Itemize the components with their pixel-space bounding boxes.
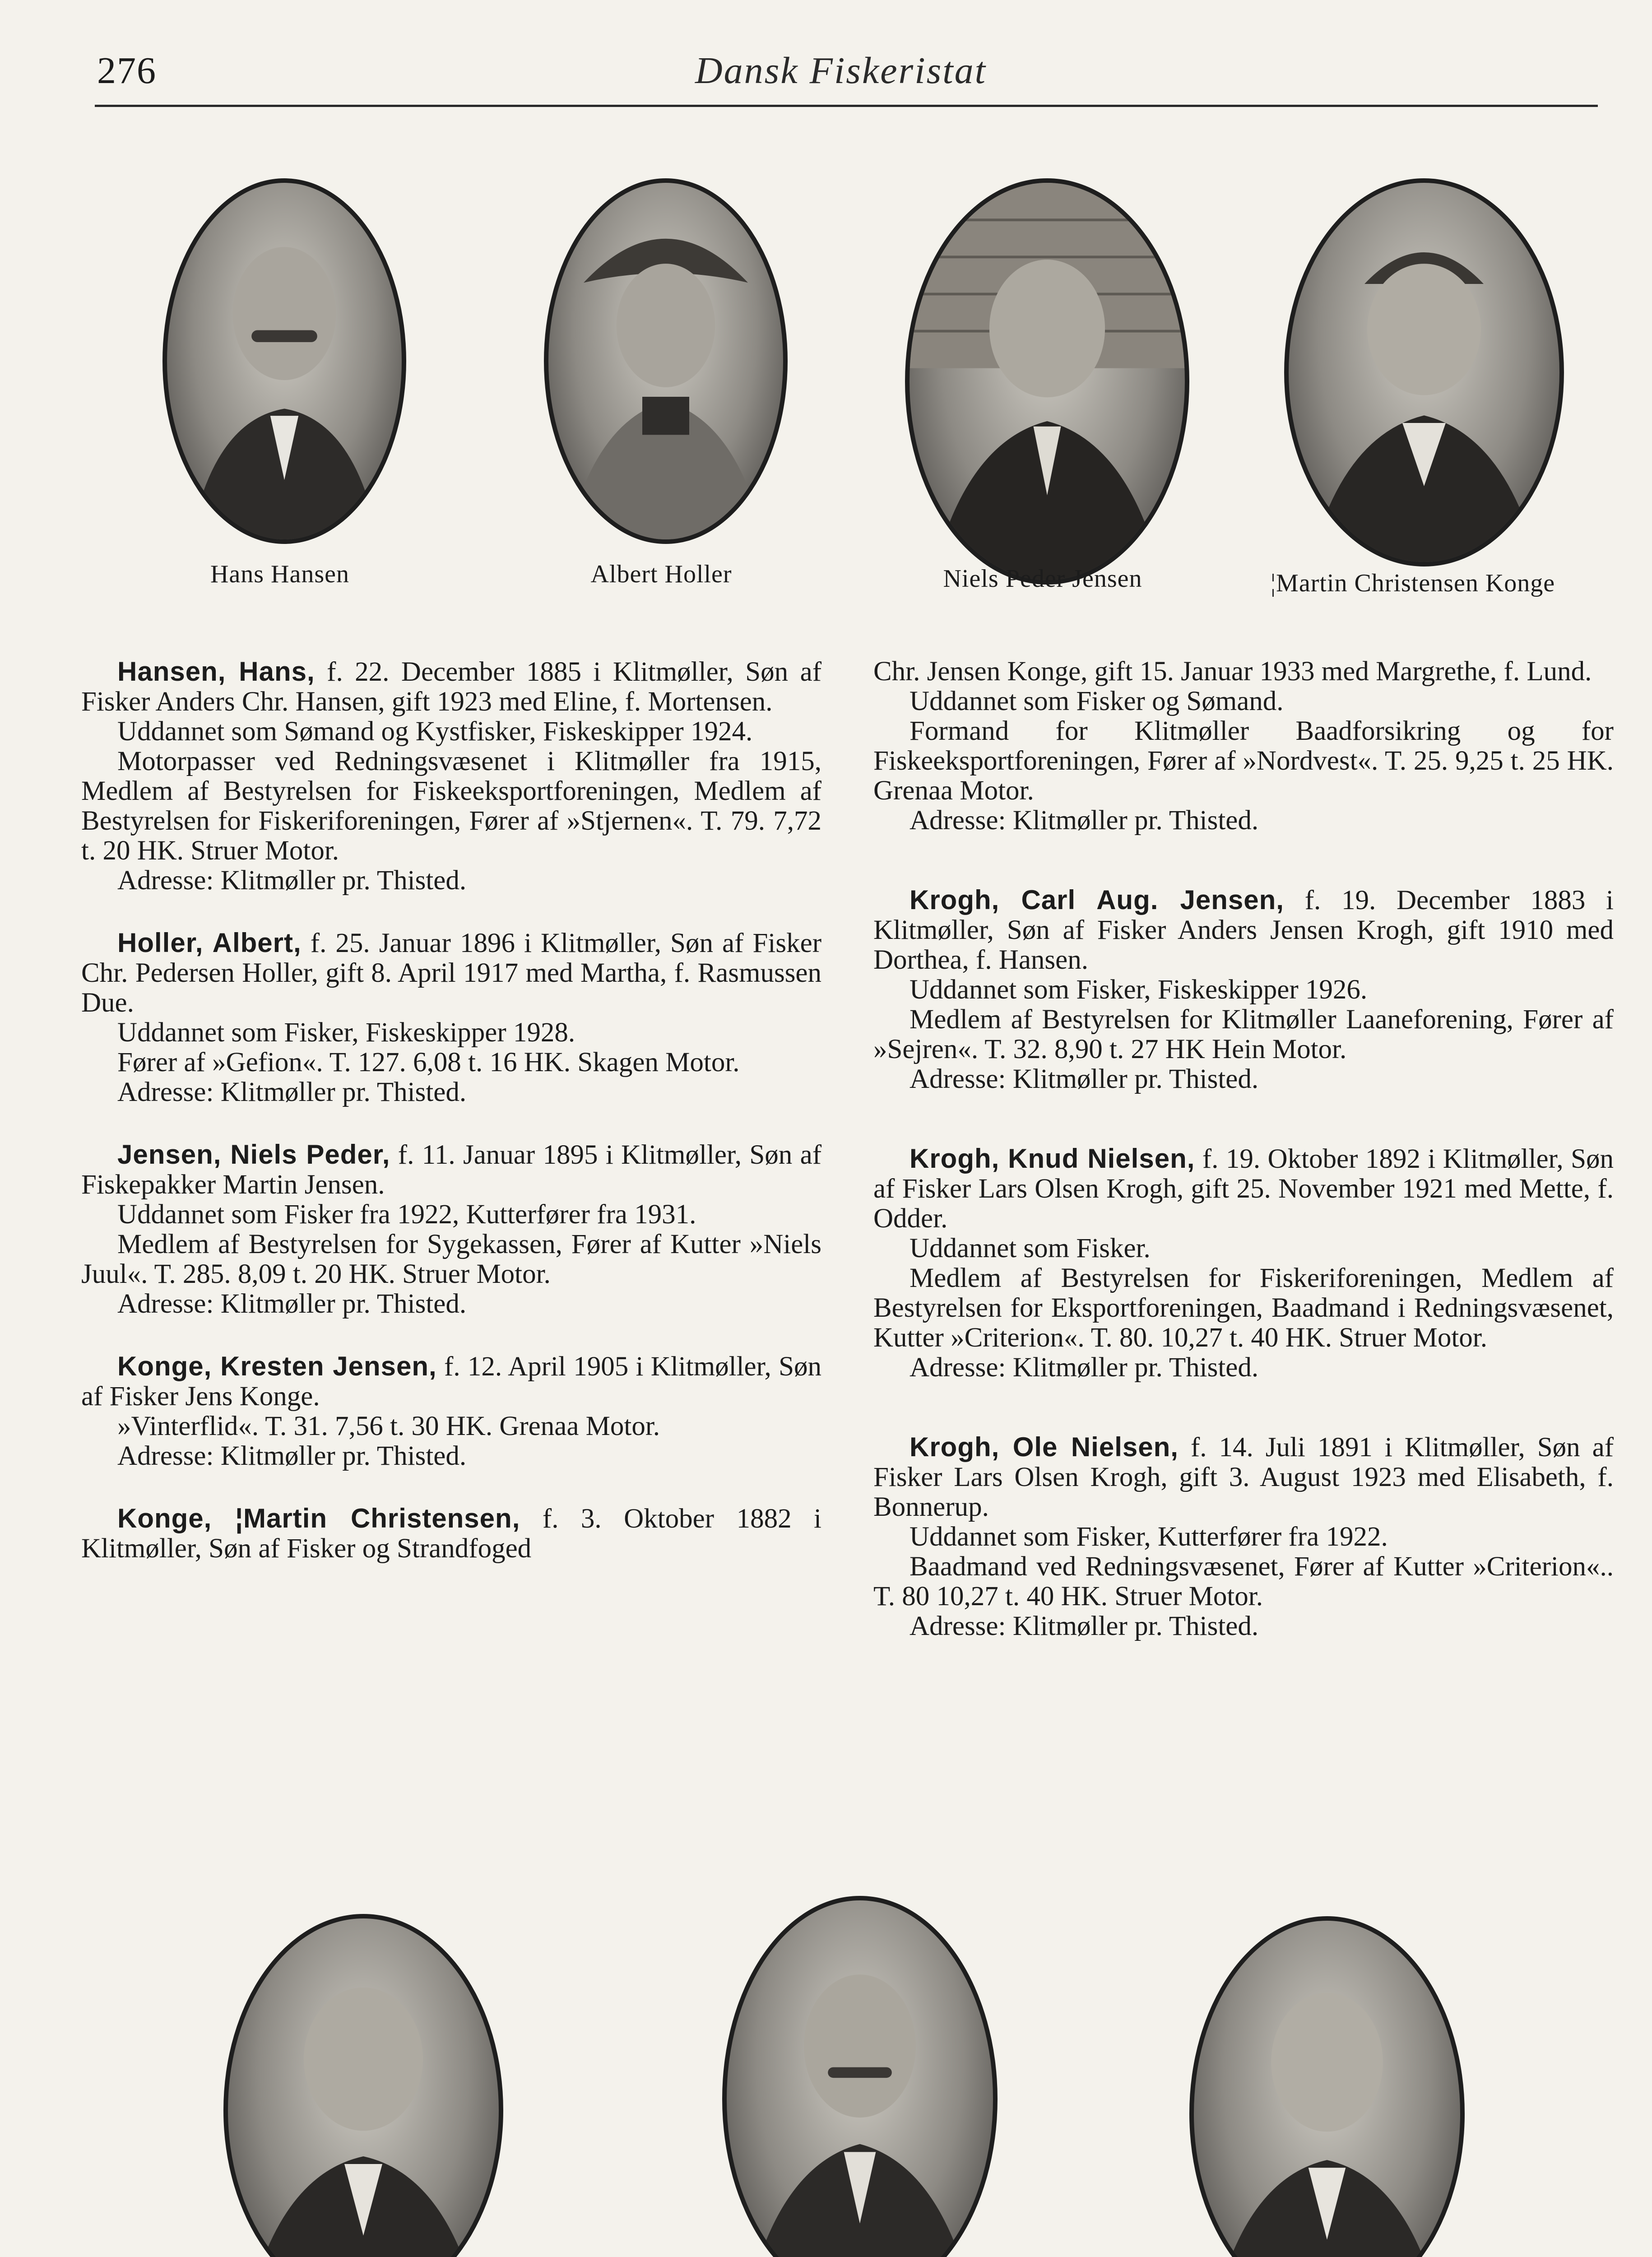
entry-text: Uddannet som Fisker. (910, 1233, 1151, 1263)
entry-text: Uddannet som Fisker, Fiskeskipper 1926. (910, 975, 1368, 1005)
portrait-martin-christensen-konge (1284, 178, 1564, 567)
portrait-carl-aug-jensen-krogh (223, 1914, 503, 2257)
entry-address: Adresse: Klitmøller pr. Thisted. (910, 1611, 1259, 1641)
entry-text: f. 11. Januar 1895 i Klitmøller, Søn af Fiskepakker Martin Jensen. (81, 1140, 822, 1200)
entry-text: Medlem af Bestyrelsen for Klitmøller Laaneforening, Fører af »Sejren«. T. 32. 8,90 t. 27 HK Hein Motor. (873, 1004, 1614, 1064)
entry-name: Krogh, Knud Nielsen, (910, 1143, 1195, 1174)
entry-text: Uddannet som Fisker og Sømand. (910, 686, 1284, 716)
entry-hansen-hans (81, 657, 821, 896)
entry-krogh-knud-nielsen (873, 1144, 1614, 1383)
entry-konge-martin-continued (873, 657, 1614, 836)
portrait-knud-nielsen-krogh (722, 1896, 998, 2257)
entry-name: Konge, ¦Martin Christensen, (117, 1503, 520, 1533)
entry-konge-kresten-jensen (81, 1351, 821, 1471)
entry-text: Uddannet som Sømand og Kystfisker, Fiskeskipper 1924. (117, 716, 753, 747)
entry-text: Uddannet som Fisker, Kutterfører fra 1922. (910, 1522, 1388, 1552)
entry-address: Adresse: Klitmøller pr. Thisted. (117, 1289, 467, 1319)
entry-text: f. 14. Juli 1891 i Klitmøller, Søn af Fisker Lars Olsen Krogh, gift 3. August 1923 med Elisabeth, f. Bonnerup. (873, 1432, 1614, 1522)
entry-text: Medlem af Bestyrelsen for Fiskeriforeningen, Medlem af Bestyrelsen for Eksportforeningen, Baadmand i Redningsvæsenet, Kutter »Criterion«. T. 80. 10,27 t. 40 HK. Struer Motor. (873, 1263, 1614, 1353)
entry-text: f. 3. Oktober 1882 i Klitmøller, Søn af Fisker og Strandfoged (81, 1504, 822, 1564)
entry-text: Motorpasser ved Redningsvæsenet i Klitmøller fra 1915, Medlem af Bestyrelsen for Fiskeeksportforeningen, Medlem af Bestyrelsen for Fiskeriforeningen, Fører af »Stjernen«. T. 79. 7,72 t. 20 HK. Struer Motor. (81, 746, 821, 866)
entry-krogh-ole-nielsen (873, 1432, 1614, 1641)
portrait-ole-nielsen-krogh (1189, 1916, 1465, 2257)
entry-text: Uddannet som Fisker, Fiskeskipper 1928. (117, 1017, 575, 1048)
portrait-albert-holler (544, 178, 788, 544)
entry-address: Adresse: Klitmøller pr. Thisted. (117, 1077, 467, 1107)
entry-address: Adresse: Klitmøller pr. Thisted. (117, 1441, 467, 1471)
right-column (873, 657, 1614, 1641)
portrait-hans-hansen (162, 178, 406, 544)
header-rule (95, 105, 1598, 107)
entry-text: Medlem af Bestyrelsen for Sygekassen, Fører af Kutter »Niels Juul«. T. 285. 8,09 t. 20 HK. Struer Motor. (81, 1229, 821, 1289)
entry-text: »Vinterflid«. T. 31. 7,56 t. 30 HK. Grenaa Motor. (117, 1411, 660, 1441)
caption-martin-christensen-konge: ¦Martin Christensen Konge (1270, 569, 1555, 597)
entry-name: Konge, Kresten Jensen, (117, 1351, 437, 1381)
entry-name: Jensen, Niels Peder, (117, 1139, 390, 1170)
entry-address: Adresse: Klitmøller pr. Thisted. (117, 865, 467, 896)
left-column (81, 657, 821, 1564)
entry-text: f. 19. December 1883 i Klitmøller, Søn af Fisker Anders Jensen Krogh, gift 1910 med Dorthea, f. Hansen. (873, 885, 1614, 975)
entry-text: Uddannet som Fisker fra 1922, Kutterfører fra 1931. (117, 1199, 696, 1230)
entry-text: f. 19. Oktober 1892 i Klitmøller, Søn af Fisker Lars Olsen Krogh, gift 25. November 1921 med Mette, f. Odder. (873, 1144, 1614, 1234)
entry-name: Krogh, Ole Nielsen, (910, 1432, 1179, 1462)
running-title: Dansk Fiskeristat (695, 50, 987, 92)
entry-konge-martin-christensen (81, 1504, 821, 1564)
entry-name: Holler, Albert, (117, 928, 302, 958)
caption-niels-peder-jensen: Niels Peder Jensen (943, 565, 1142, 593)
entry-text: Formand for Klitmøller Baadforsikring og for Fiskeeksportforeningen, Fører af »Nordvest«. T. 25. 9,25 t. 25 HK. Grenaa Motor. (873, 716, 1614, 806)
caption-hans-hansen: Hans Hansen (210, 560, 350, 588)
entry-jensen-niels-peder (81, 1140, 821, 1319)
entry-text: f. 25. Januar 1896 i Klitmøller, Søn af Fisker Chr. Pedersen Holler, gift 8. April 1917 med Martha, f. Rasmussen Due. (81, 928, 822, 1018)
entry-name: Krogh, Carl Aug. Jensen, (910, 885, 1284, 915)
entry-krogh-carl-aug-jensen (873, 885, 1614, 1094)
page-number: 276 (97, 50, 157, 92)
entry-address: Adresse: Klitmøller pr. Thisted. (910, 805, 1259, 836)
entry-address: Adresse: Klitmøller pr. Thisted. (910, 1064, 1259, 1094)
caption-albert-holler: Albert Holler (590, 560, 732, 588)
portrait-niels-peder-jensen (905, 178, 1189, 585)
entry-name: Hansen, Hans, (117, 656, 315, 687)
entry-text: Chr. Jensen Konge, gift 15. Januar 1933 med Margrethe, f. Lund. (873, 656, 1592, 687)
entry-holler-albert (81, 928, 821, 1107)
entry-address: Adresse: Klitmøller pr. Thisted. (910, 1352, 1259, 1383)
entry-text: Baadmand ved Redningsvæsenet, Fører af Kutter »Criterion«.. T. 80 10,27 t. 40 HK. Struer Motor. (873, 1551, 1614, 1611)
entry-text: f. 22. December 1885 i Klitmøller, Søn af Fisker Anders Chr. Hansen, gift 1923 med Eline, f. Mortensen. (81, 657, 822, 717)
entry-text: f. 12. April 1905 i Klitmøller, Søn af Fisker Jens Konge. (81, 1351, 821, 1412)
entry-text: Fører af »Gefion«. T. 127. 6,08 t. 16 HK. Skagen Motor. (117, 1047, 740, 1077)
